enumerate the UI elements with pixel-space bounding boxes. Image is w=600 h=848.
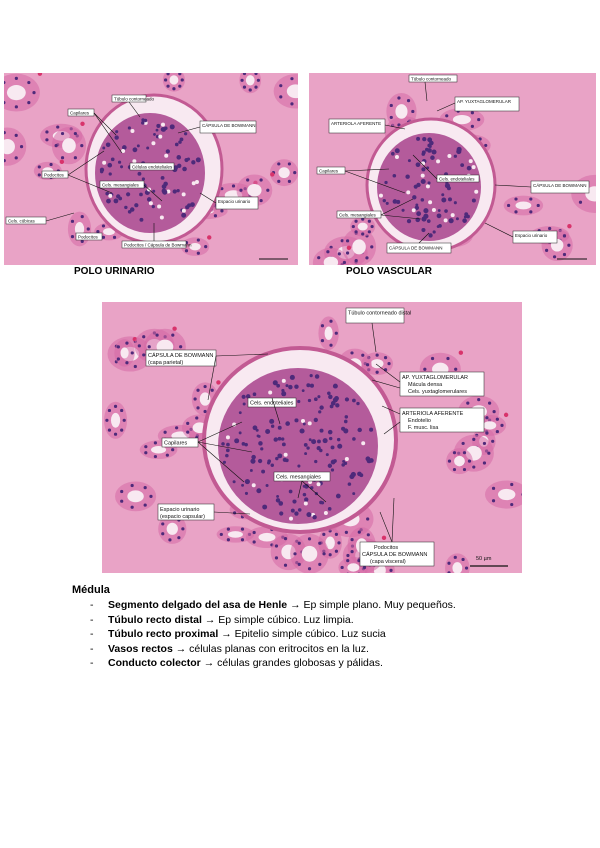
label-main-3b: Mácula densa	[408, 382, 443, 388]
list-item-desc: Ep simple cúbico. Luz limpia.	[218, 613, 354, 626]
section-title-medula: Médula	[72, 584, 110, 596]
list-item-desc: Epitelio simple cúbico. Luz sucia	[234, 628, 386, 640]
arrow-glyph: →	[175, 642, 187, 655]
scale-label: 50 µm	[476, 556, 492, 562]
micro-svg-vascular	[309, 73, 596, 265]
label-vascular-3: ARTERIOLA AFERENTE	[331, 121, 382, 126]
label-main-4: Cels. endoteliales	[250, 400, 294, 407]
label-main-8: Espacio urinario	[160, 507, 200, 513]
list-item	[90, 613, 456, 628]
label-main-2: CÁPSULA DE BOWMANN	[148, 353, 214, 359]
label-urinario-9: Podocitos / Cápsula de Bowmann	[124, 242, 192, 248]
list-item-term: Conducto colector	[108, 657, 201, 669]
list-item	[90, 598, 456, 613]
list-item	[90, 627, 456, 642]
list-item-term: Túbulo recto proximal	[108, 628, 219, 640]
label-main-8b: (espacio capsular)	[160, 514, 205, 520]
label-main-9: Podocitos	[374, 545, 399, 551]
label-vascular-5: Cels. endoteliales	[439, 176, 475, 182]
label-vascular-7: Cels. mesangiales	[339, 212, 376, 218]
label-urinario-6: Cels. mesangiales	[102, 182, 139, 188]
label-main-3: AP. YUXTAGLOMERULAR	[402, 375, 469, 381]
label-urinario-8: Cels. cúbicas	[8, 218, 35, 224]
micrograph-polo-urinario	[4, 73, 298, 265]
bullet-dash: -	[90, 599, 94, 611]
label-urinario-3: CÁPSULA DE BOWMANN	[202, 123, 256, 128]
list-item-term: Segmento delgado del asa de Henle	[108, 599, 288, 611]
bullet-dash: -	[90, 642, 94, 655]
list-item	[90, 642, 456, 657]
label-vascular-2: AP. YUXTAGLOMERULAR	[457, 99, 512, 104]
micro-svg-urinario	[4, 73, 298, 265]
micro-svg-main	[102, 302, 522, 573]
bullet-dash: -	[90, 657, 94, 669]
arrow-glyph: →	[221, 628, 232, 640]
label-vascular-9: CÁPSULA DE BOWMANN	[389, 245, 443, 251]
label-vascular-6: CÁPSULA DE BOWMANN	[533, 183, 587, 188]
list-item-desc: células planas con eritrocitos en la luz.	[189, 642, 369, 655]
caption-polo-vascular: POLO VASCULAR	[346, 266, 432, 277]
micrograph-glomerulo	[102, 302, 522, 573]
label-main-5b: Endotelio	[408, 418, 431, 424]
list-item-term: Vasos rectos	[108, 642, 173, 655]
caption-polo-urinario: POLO URINARIO	[74, 266, 155, 277]
label-urinario-2: Capilares	[70, 110, 90, 116]
label-main-3c: Cels. yuxtaglomerulares	[408, 389, 467, 395]
label-vascular-1: Túbulo contorneado	[411, 76, 452, 82]
list-item-desc: Ep simple plano. Muy pequeños.	[303, 599, 456, 611]
label-urinario-1: Túbulo contorneado	[114, 96, 155, 102]
list-item-term: Túbulo recto distal	[108, 613, 202, 626]
label-vascular-8: Espacio urinario	[515, 233, 548, 238]
label-main-9b: CÁPSULA DE BOWMANN	[362, 552, 428, 558]
micrograph-polo-vascular	[309, 73, 596, 265]
label-vascular-4: Capilares	[319, 168, 339, 174]
label-urinario-5: Podocitos	[44, 172, 64, 178]
arrow-glyph: →	[290, 599, 301, 611]
medulla-list	[90, 598, 456, 671]
bullet-dash: -	[90, 613, 94, 626]
label-main-9c: (capa visceral)	[370, 559, 406, 565]
label-main-7: Cels. mesangiales	[276, 474, 321, 481]
label-urinario-7: Espacio urinario	[218, 199, 251, 204]
label-main-2b: (capa parietal)	[148, 360, 184, 366]
label-urinario-4: Células endoteliales	[132, 164, 173, 170]
label-main-5c: F. musc. lisa	[408, 425, 439, 431]
list-item	[90, 656, 456, 671]
bullet-dash: -	[90, 628, 94, 640]
label-main-5: ARTERIOLA AFERENTE	[402, 411, 464, 417]
label-main-6: Capilares	[164, 440, 188, 447]
list-item-desc: células grandes globosas y pálidas.	[217, 657, 383, 669]
label-urinario-10: Podocitos	[78, 234, 98, 240]
arrow-glyph: →	[204, 613, 216, 626]
label-main-1: Túbulo contorneado distal	[348, 310, 412, 317]
arrow-glyph: →	[203, 657, 215, 669]
